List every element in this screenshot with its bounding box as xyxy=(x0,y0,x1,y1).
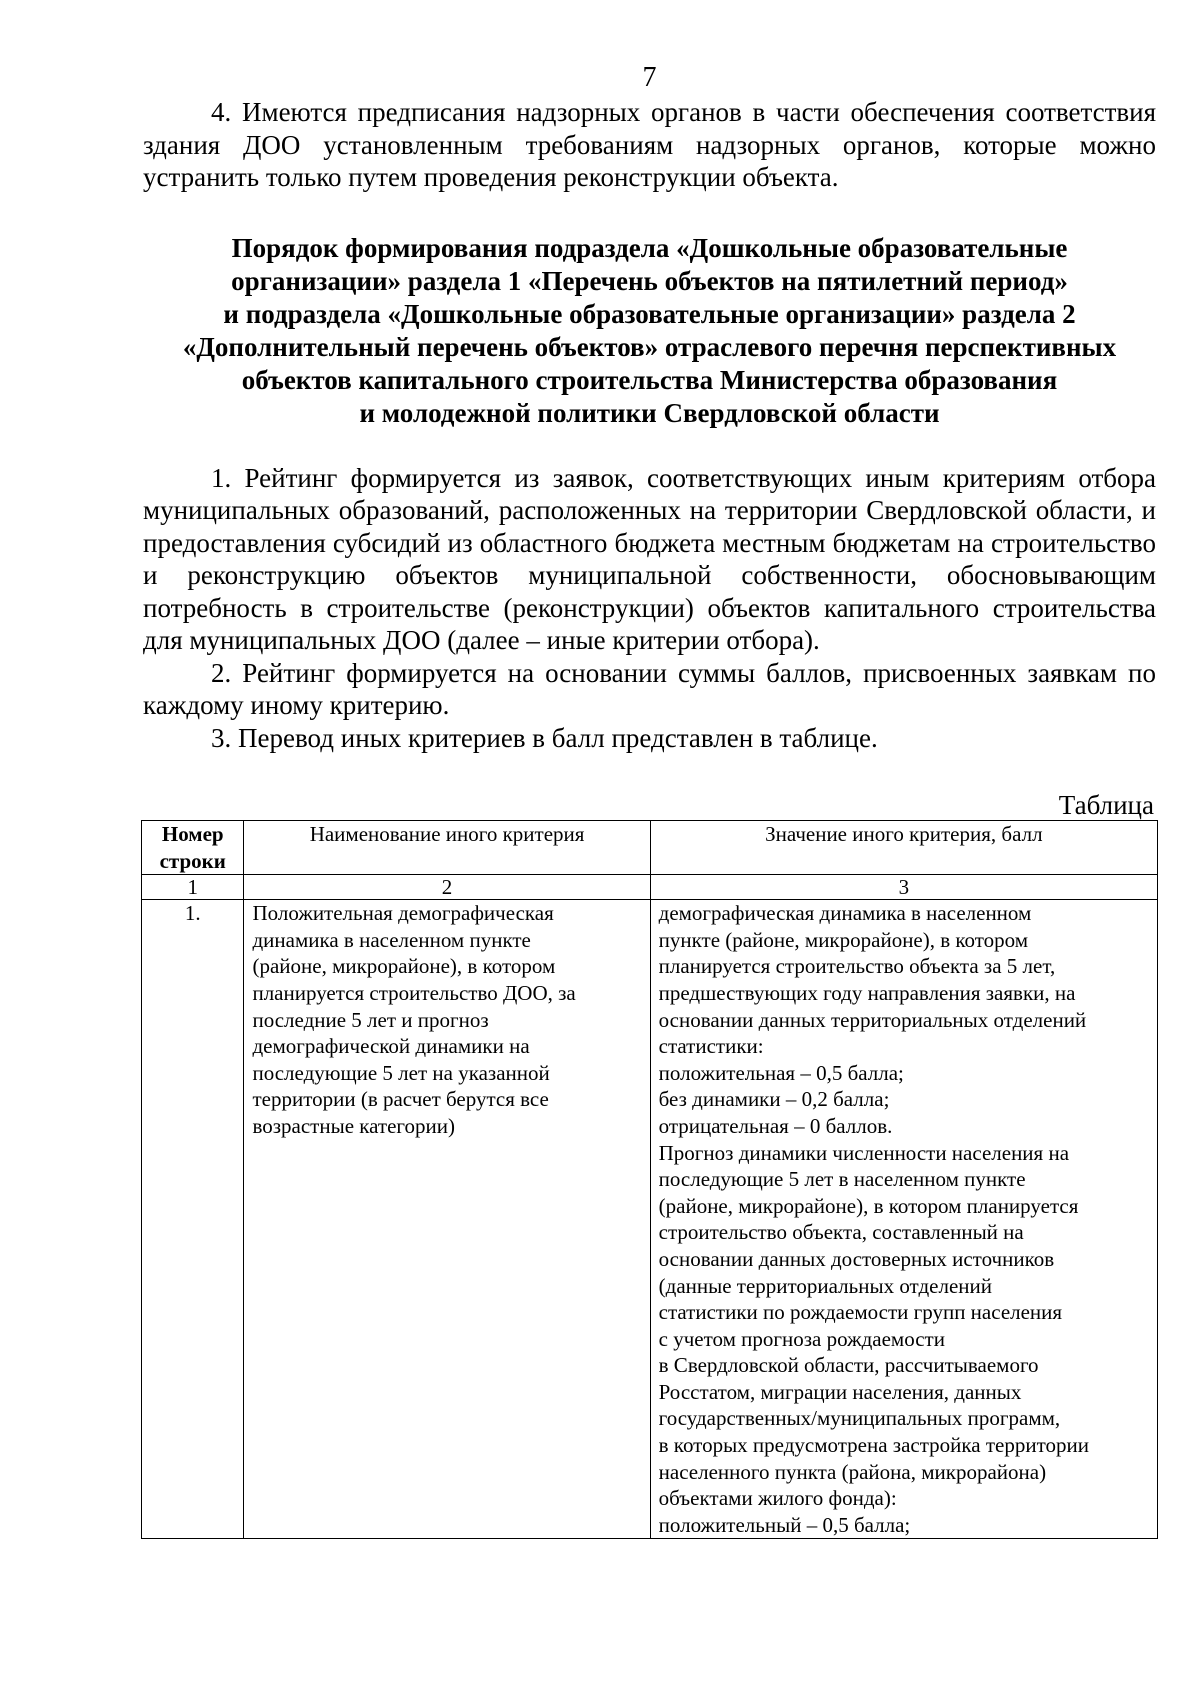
table-header-row xyxy=(142,821,1158,875)
cell-line: статистики: xyxy=(658,1034,764,1059)
column-numbers-row xyxy=(142,875,1158,900)
cell-line: последующие 5 лет в населенном пункте xyxy=(658,1167,1026,1192)
header-row-number-line: строки xyxy=(159,848,226,873)
cell-line: динамика в населенном пункте xyxy=(252,927,531,952)
cell-line: планируется строительство объекта за 5 лет, xyxy=(658,954,1056,979)
cell-line: в которых предусмотрена застройка территории xyxy=(658,1433,1089,1458)
column-number: 2 xyxy=(244,875,650,900)
cell-line: последующие 5 лет на указанной xyxy=(252,1060,550,1085)
cell-line: Росстатом, миграции населения, данных xyxy=(658,1379,1022,1404)
paragraph-1: 1. Рейтинг формируется из заявок, соответствующих иным критериям отбора муниципальных образований, расположенных на территории Свердловской области, и предоставления субсидий из областного бюджета местным бюджетам на строительство и реконструкцию объектов муниципальной собственности, обосновывающим потребность в строительстве (реконструкции) объектов капитального строительства для муниципальных ДОО (далее – иные критерии отбора). xyxy=(143,462,1156,655)
cell-line: положительный – 0,5 балла; xyxy=(658,1512,911,1537)
heading-line: организации» раздела 1 «Перечень объектов на пятилетний период» xyxy=(231,265,1068,296)
heading-line: и подраздела «Дошкольные образовательные организации» раздела 2 xyxy=(223,298,1076,329)
cell-line: территории (в расчет берутся все xyxy=(252,1087,549,1112)
cell-line: объектами жилого фонда): xyxy=(658,1486,897,1511)
cell-line: (районе, микрорайоне), в котором планируется xyxy=(658,1193,1079,1218)
heading-line: и молодежной политики Свердловской области xyxy=(359,397,940,428)
cell-line: строительство объекта, составленный на xyxy=(658,1220,1024,1245)
cell-line: населенного пункта (района, микрорайона) xyxy=(658,1459,1047,1484)
cell-line: последние 5 лет и прогноз xyxy=(252,1007,489,1032)
heading-line: объектов капитального строительства Министерства образования xyxy=(241,364,1058,395)
cell-line: Прогноз динамики численности населения на xyxy=(658,1140,1070,1165)
criterion-value-cell xyxy=(650,900,1157,1539)
table-row xyxy=(142,900,1158,1539)
heading-line: Порядок формирования подраздела «Дошкольные образовательные xyxy=(231,232,1068,263)
header-row-number xyxy=(142,821,244,875)
intro-paragraph: 4. Имеются предписания надзорных органов в части обеспечения соответствия здания ДОО установленным требованиям надзорных органов, которые можно устранить только путем проведения реконструкции объекта. xyxy=(143,97,1156,192)
cell-line: (районе, микрорайоне), в котором xyxy=(252,954,556,979)
document-page xyxy=(143,62,1156,1539)
cell-line: статистики по рождаемости групп населения xyxy=(658,1300,1063,1325)
criterion-name-cell xyxy=(244,900,650,1539)
header-criterion-name: Наименование иного критерия xyxy=(244,821,650,875)
cell-line: возрастные категории) xyxy=(252,1113,455,1138)
cell-line: предшествующих году направления заявки, на xyxy=(658,980,1076,1005)
cell-line: с учетом прогноза рождаемости xyxy=(658,1326,945,1351)
cell-line: демографическая динамика в населенном xyxy=(658,901,1032,926)
cell-line: планируется строительство ДОО, за xyxy=(252,980,576,1005)
paragraph-2: 2. Рейтинг формируется на основании суммы баллов, присвоенных заявкам по каждому иному критерию. xyxy=(143,657,1156,720)
criteria-table xyxy=(141,820,1158,1539)
cell-line: Положительная демографическая xyxy=(252,901,554,926)
heading-line: «Дополнительный перечень объектов» отраслевого перечня перспективных xyxy=(182,331,1117,362)
cell-line: положительная – 0,5 балла; xyxy=(658,1060,904,1085)
table-caption: Таблица xyxy=(1058,790,1154,820)
cell-line: без динамики – 0,2 балла; xyxy=(658,1087,890,1112)
header-row-number-line: Номер xyxy=(161,822,224,846)
column-number: 3 xyxy=(650,875,1157,900)
header-criterion-value: Значение иного критерия, балл xyxy=(650,821,1157,875)
cell-line: в Свердловской области, рассчитываемого xyxy=(658,1353,1039,1378)
cell-line: демографической динамики на xyxy=(252,1034,530,1059)
cell-line: основании данных достоверных источников xyxy=(658,1246,1055,1271)
section-heading xyxy=(143,232,1156,430)
cell-line: государственных/муниципальных программ, xyxy=(658,1406,1061,1431)
paragraph-3: 3. Перевод иных критериев в балл представлен в таблице. xyxy=(211,722,878,753)
row-number: 1. xyxy=(142,900,244,1539)
cell-line: отрицательная – 0 баллов. xyxy=(658,1113,893,1138)
column-number: 1 xyxy=(142,875,244,900)
page-number: 7 xyxy=(642,62,657,93)
cell-line: основании данных территориальных отделений xyxy=(658,1007,1087,1032)
cell-line: (данные территориальных отделений xyxy=(658,1273,992,1298)
cell-line: пункте (районе, микрорайоне), в котором xyxy=(658,927,1029,952)
